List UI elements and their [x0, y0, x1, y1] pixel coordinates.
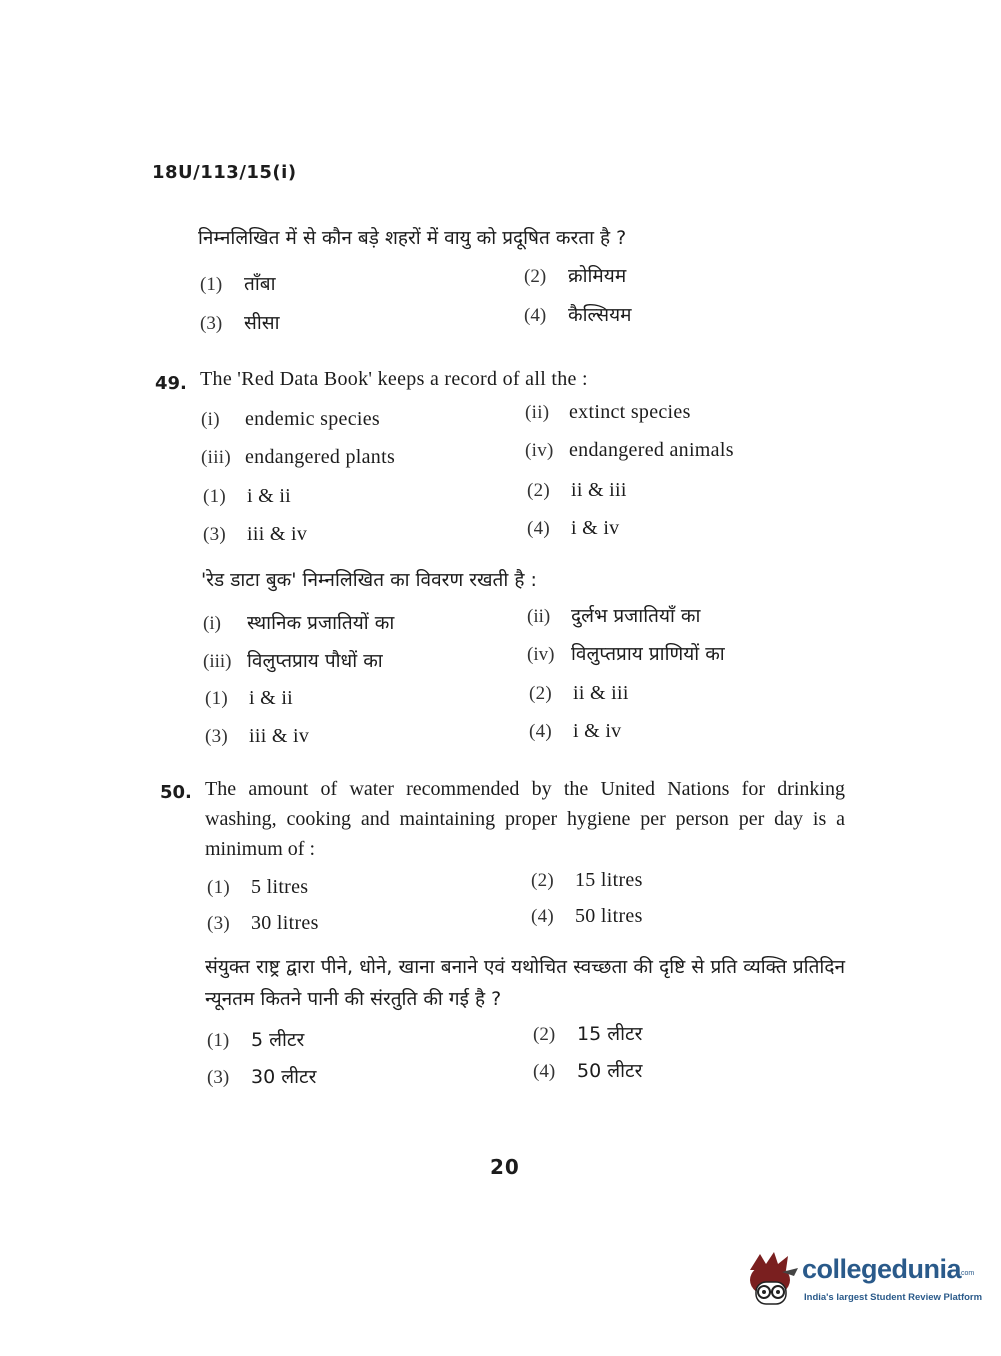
q50-option-2: [531, 869, 643, 892]
statement-text: विलुप्तप्राय प्राणियों का: [571, 643, 725, 665]
q49-hindi-question: 'रेड डाटा बुक' निम्नलिखित का विवरण रखती है :: [201, 569, 537, 591]
option-text: कैल्सियम: [568, 304, 632, 326]
q48-option-3: [200, 309, 280, 335]
q49-question: The 'Red Data Book' keeps a record of all the :: [200, 368, 588, 390]
statement-text: endangered animals: [569, 439, 734, 461]
option-number: (3): [207, 913, 231, 934]
q49-hindi-statement-ii: [527, 602, 700, 628]
option-text: 5 litres: [251, 876, 309, 898]
option-number: (1): [203, 486, 227, 507]
option-text: ii & iii: [573, 682, 629, 704]
option-number: (1): [205, 688, 229, 709]
statement-text: extinct species: [569, 401, 691, 423]
q50-hindi-option-4: [533, 1057, 642, 1083]
option-text: i & ii: [249, 687, 294, 709]
q50-option-1: [207, 876, 308, 899]
option-number: (3): [205, 726, 229, 747]
option-text: 30 litres: [251, 912, 319, 934]
statement-text: विलुप्तप्राय पौधों का: [247, 650, 383, 672]
statement-number: (iii): [201, 447, 231, 468]
option-number: (3): [207, 1067, 230, 1088]
q49-option-3: [203, 523, 307, 546]
option-text: iii & iv: [247, 523, 308, 545]
option-text: 50 लीटर: [577, 1060, 643, 1082]
q49-hindi-option-3: [205, 725, 309, 748]
option-text: 15 litres: [575, 869, 643, 891]
q48-hindi-question: निम्नलिखित में से कौन बड़े शहरों में वायु को प्रदूषित करता है ?: [198, 227, 627, 249]
q49-option-4: [527, 517, 619, 540]
option-number: (2): [533, 1024, 556, 1045]
q49-number: 49.: [155, 373, 187, 394]
option-number: (3): [200, 313, 223, 334]
q49-hindi-option-2: [529, 682, 629, 705]
option-text: 15 लीटर: [577, 1023, 643, 1045]
statement-number: (iv): [525, 440, 554, 461]
option-number: (1): [200, 274, 223, 295]
q49-statement-iii: [201, 446, 395, 469]
option-number: (4): [529, 721, 553, 742]
option-text: i & iv: [573, 720, 622, 742]
brand-tagline: India's largest Student Review Platform: [804, 1292, 983, 1303]
option-text: 5 लीटर: [251, 1029, 305, 1051]
option-number: (2): [529, 683, 553, 704]
option-number: (2): [527, 480, 551, 501]
option-text: सीसा: [244, 312, 280, 334]
q50-hindi-option-1: [207, 1026, 304, 1052]
option-number: (2): [531, 870, 555, 891]
paper-code: 18U/113/15(i): [152, 162, 297, 183]
option-number: (4): [524, 305, 547, 326]
statement-text: स्थानिक प्रजातियों का: [247, 612, 395, 634]
option-number: (4): [533, 1061, 556, 1082]
option-number: (4): [527, 518, 551, 539]
page-number: 20: [490, 1155, 520, 1179]
q49-hindi-statement-iv: [527, 640, 725, 666]
q49-statement-ii: [525, 401, 691, 424]
mascot-icon: [742, 1248, 802, 1312]
q50-number: 50.: [160, 782, 192, 803]
q48-option-4: [524, 301, 632, 327]
q49-hindi-option-1: [205, 687, 293, 710]
option-text: i & iv: [571, 517, 620, 539]
option-text: ii & iii: [571, 479, 627, 501]
q49-hindi-option-4: [529, 720, 621, 743]
q49-option-2: [527, 479, 627, 502]
q49-option-1: [203, 485, 291, 508]
q50-option-3: [207, 912, 319, 935]
option-text: 50 litres: [575, 905, 643, 927]
statement-number: (ii): [527, 606, 551, 627]
option-number: (1): [207, 1030, 230, 1051]
statement-text: दुर्लभ प्रजातियाँ का: [571, 605, 701, 627]
option-number: (3): [203, 524, 227, 545]
option-text: iii & iv: [249, 725, 310, 747]
q49-statement-i: [201, 408, 380, 431]
option-text: क्रोमियम: [568, 265, 627, 287]
option-number: (2): [524, 266, 547, 287]
statement-text: endemic species: [245, 408, 380, 430]
statement-number: (ii): [525, 402, 550, 423]
statement-text: endangered plants: [245, 446, 396, 468]
q49-hindi-statement-iii: [203, 647, 383, 673]
brand-name: collegedunia: [802, 1254, 962, 1284]
q48-option-2: [524, 262, 626, 288]
q50-question: The amount of water recommended by the United Nations for drinking washing, cooking and maintaining proper hygiene per person per day is a minimum of :: [205, 778, 845, 860]
option-text: ताँबा: [244, 273, 276, 295]
option-number: (1): [207, 877, 231, 898]
q50-hindi-option-2: [533, 1020, 642, 1046]
statement-number: (i): [203, 613, 221, 634]
collegedunia-logo: [742, 1248, 983, 1318]
statement-number: (iv): [527, 644, 555, 665]
q49-statement-iv: [525, 439, 734, 462]
brand-dotcom: .com: [959, 1270, 975, 1277]
q50-option-4: [531, 905, 643, 928]
option-text: i & ii: [247, 485, 292, 507]
q49-hindi-statement-i: [203, 609, 394, 635]
option-number: (4): [531, 906, 555, 927]
q50-hindi-question: संयुक्त राष्ट्र द्वारा पीने, धोने, खाना बनाने एवं यथोचित स्वच्छता की दृष्टि से प्रति व्यक्ति प्रतिदिन न्यूनतम कितने पानी की संरतुति की गई है ?: [205, 956, 845, 1010]
statement-number: (i): [201, 409, 220, 430]
option-text: 30 लीटर: [251, 1066, 317, 1088]
statement-number: (iii): [203, 651, 232, 672]
q50-hindi-option-3: [207, 1063, 316, 1089]
q48-option-1: [200, 270, 276, 296]
